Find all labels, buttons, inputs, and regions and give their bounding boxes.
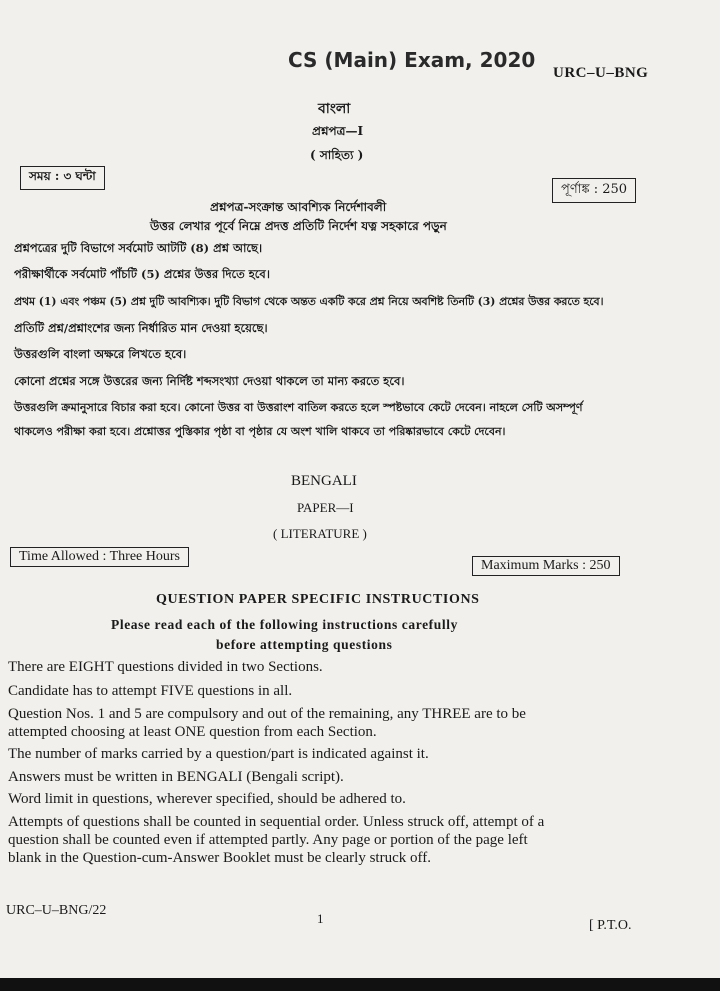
english-instruction: Question Nos. 1 and 5 are compulsory and out of the remaining, any THREE are to be — [8, 706, 526, 722]
paper-code: URC–U–BNG — [553, 65, 649, 81]
english-instruction: There are EIGHT questions divided in two Sections. — [8, 659, 323, 675]
english-paper: PAPER—I — [297, 500, 354, 515]
bengali-instruction: থাকলেও পরীক্ষা করা হবে। প্রশ্নোত্তর পুস্তিকার পৃষ্ঠা বা পৃষ্ঠার যে অংশ খালি থাকবে তা পরিষ্কারভাবে কেটে দেবেন। — [14, 425, 506, 438]
english-instruction: Attempts of questions shall be counted in sequential order. Unless struck off, attempt of a — [8, 814, 545, 830]
bengali-instruction: প্রশ্নপত্রের দুটি বিভাগে সর্বমোট আটটি (8) প্রশ্ন আছে। — [14, 241, 263, 255]
english-instruction: question shall be counted even if attempted partly. Any page or portion of the page left — [8, 832, 528, 848]
bengali-time-box: সময় : ৩ ঘন্টা — [20, 166, 105, 190]
exam-title: CS (Main) Exam, 2020 — [288, 48, 536, 72]
bengali-title: বাংলা — [318, 101, 351, 117]
english-instructions-subheading-2: before attempting questions — [216, 637, 393, 652]
english-instruction: Candidate has to attempt FIVE questions in all. — [8, 683, 293, 699]
bengali-instruction: কোনো প্রশ্নের সঙ্গে উত্তরের জন্য নির্দিষ্ট শব্দসংখ্যা দেওয়া থাকলে তা মান্য করতে হবে। — [14, 374, 405, 388]
english-instruction: Answers must be written in BENGALI (Bengali script). — [8, 769, 344, 785]
bengali-instruction: প্রথম (1) এবং পঞ্চম (5) প্রশ্ন দুটি আবশ্যিক। দুটি বিভাগ থেকে অন্তত একটি করে প্রশ্ন নিয়ে অবশিষ্ট তিনটি (3) প্রশ্নের উত্তর করতে হবে। — [14, 295, 604, 308]
english-instruction: The number of marks carried by a question/part is indicated against it. — [8, 746, 429, 762]
english-title: BENGALI — [291, 473, 357, 489]
footer-code: URC–U–BNG/22 — [6, 903, 107, 918]
bengali-instructions-subheading: উত্তর লেখার পূর্বে নিম্নে প্রদত্ত প্রতিটি নির্দেশ যত্ন সহকারে পড়ুন — [150, 219, 447, 233]
english-subject: ( LITERATURE ) — [273, 526, 367, 541]
english-instructions-subheading: Please read each of the following instructions carefully — [111, 617, 458, 632]
bengali-instruction: পরীক্ষার্থীকে সর্বমোট পাঁচটি (5) প্রশ্নের উত্তর দিতে হবে। — [14, 267, 270, 281]
footer-pto: [ P.T.O. — [589, 918, 632, 933]
bengali-subject: ( সাহিত্য ) — [310, 148, 364, 162]
bengali-instructions-heading: প্রশ্নপত্র-সংক্রান্ত আবশ্যিক নির্দেশাবলী — [210, 200, 387, 214]
english-instruction: blank in the Question-cum-Answer Booklet must be clearly struck off. — [8, 850, 431, 866]
bengali-instruction: প্রতিটি প্রশ্ন/প্রশ্নাংশের জন্য নির্ধারিত মান দেওয়া হয়েছে। — [14, 321, 268, 335]
english-instruction: attempted choosing at least ONE question from each Section. — [8, 724, 377, 740]
bengali-marks-box: পূর্ণাঙ্ক : 250 — [552, 178, 636, 203]
english-marks-box: Maximum Marks : 250 — [472, 556, 620, 576]
english-time-box: Time Allowed : Three Hours — [10, 547, 189, 567]
english-instructions-heading: QUESTION PAPER SPECIFIC INSTRUCTIONS — [156, 592, 480, 607]
scan-edge — [0, 978, 720, 991]
footer-page-number: 1 — [317, 911, 324, 926]
bengali-instruction: উত্তরগুলি ক্রমানুসারে বিচার করা হবে। কোনো উত্তর বা উত্তরাংশ বাতিল করতে হলে স্পষ্টভাবে কেটে দেবেন। নাহলে সেটি অসম্পূর্ণ — [14, 401, 583, 414]
english-instruction: Word limit in questions, wherever specified, should be adhered to. — [8, 791, 406, 807]
bengali-paper: প্রশ্নপত্র—I — [312, 124, 364, 138]
bengali-instruction: উত্তরগুলি বাংলা অক্ষরে লিখতে হবে। — [14, 347, 187, 361]
